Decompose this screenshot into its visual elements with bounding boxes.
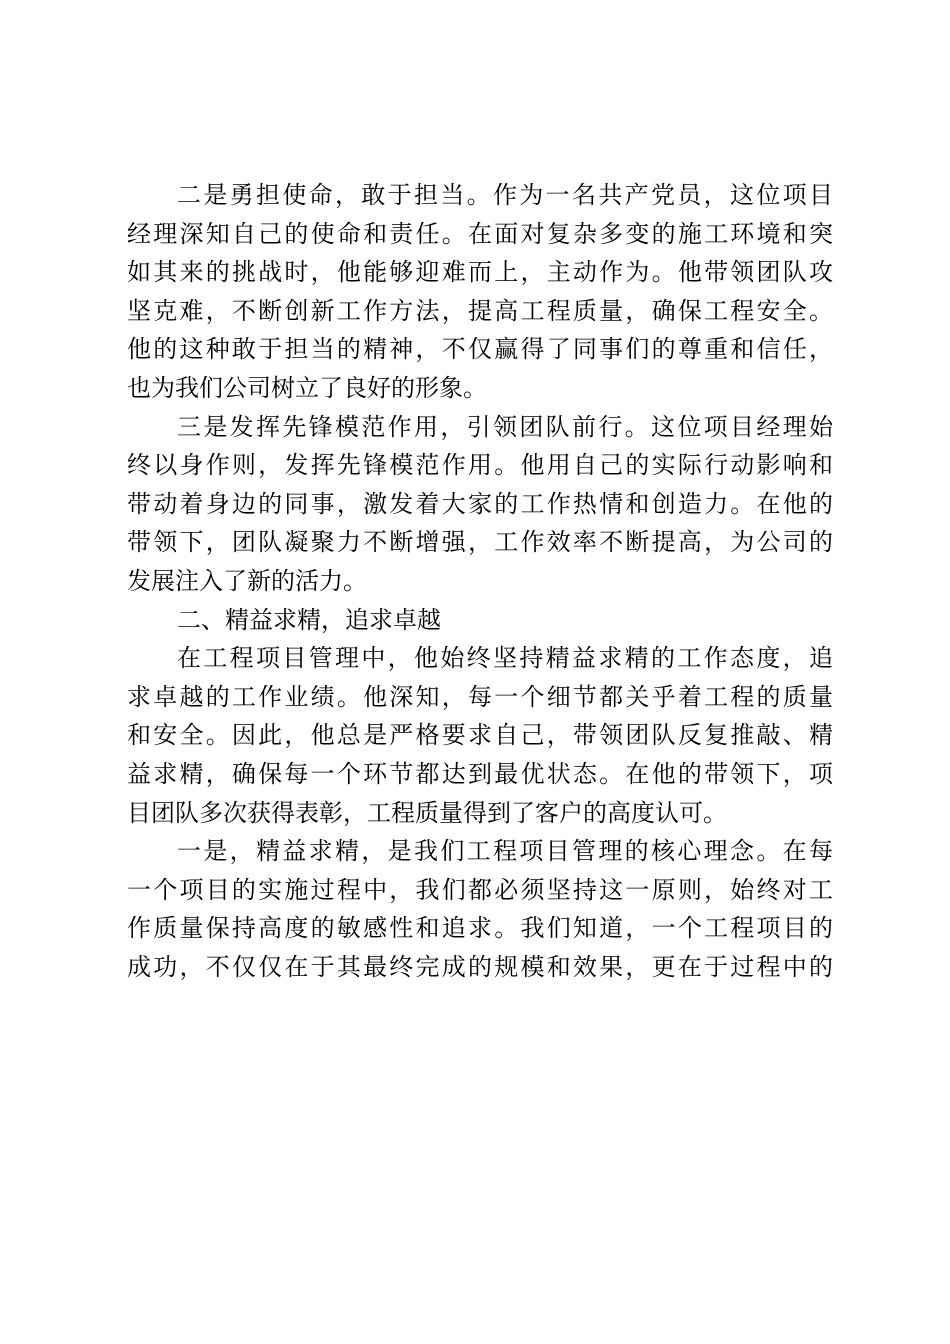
paragraph-line: 经理深知自己的使命和责任。在面对复杂多变的施工环境和突 <box>127 219 833 248</box>
paragraph-line: 一是，精益求精，是我们工程项目管理的核心理念。在每 <box>177 837 833 866</box>
paragraph-line: 三是发挥先锋模范作用，引领团队前行。这位项目经理始 <box>177 412 833 441</box>
paragraph-line: 他的这种敢于担当的精神，不仅赢得了同事们的尊重和信任， <box>127 335 833 364</box>
paragraph-line: 如其来的挑战时，他能够迎难而上，主动作为。他带领团队攻 <box>127 258 833 287</box>
paragraph-line: 成功，不仅仅在于其最终完成的规模和效果，更在于过程中的 <box>127 952 833 981</box>
paragraph-line: 求卓越的工作业绩。他深知，每一个细节都关乎着工程的质量 <box>127 682 833 711</box>
paragraph-line: 二是勇担使命，敢于担当。作为一名共产党员，这位项目 <box>177 181 833 209</box>
document-body <box>127 176 833 986</box>
paragraph-line: 带动着身边的同事，激发着大家的工作热情和创造力。在他的 <box>127 489 833 518</box>
paragraph-line: 作质量保持高度的敏感性和追求。我们知道，一个工程项目的 <box>127 914 833 943</box>
paragraph-line: 和安全。因此，他总是严格要求自己，带领团队反复推敲、精 <box>127 721 833 750</box>
paragraph-line: 目团队多次获得表彰，工程质量得到了客户的高度认可。 <box>127 798 727 827</box>
paragraph-line: 在工程项目管理中，他始终坚持精益求精的工作态度，追 <box>177 644 833 673</box>
paragraph-line: 坚克难，不断创新工作方法，提高工程质量，确保工程安全。 <box>127 296 833 325</box>
paragraph-line: 终以身作则，发挥先锋模范作用。他用自己的实际行动影响和 <box>127 451 833 480</box>
paragraph-line: 益求精，确保每一个环节都达到最优状态。在他的带领下，项 <box>127 759 833 788</box>
paragraph-line: 一个项目的实施过程中，我们都必须坚持这一原则，始终对工 <box>127 875 833 904</box>
paragraph-line: 发展注入了新的活力。 <box>127 566 367 595</box>
paragraph-line: 也为我们公司树立了良好的形象。 <box>127 373 487 402</box>
section-heading: 二、精益求精，追求卓越 <box>177 605 441 634</box>
paragraph-line: 带领下，团队凝聚力不断增强，工作效率不断提高，为公司的 <box>127 528 833 557</box>
